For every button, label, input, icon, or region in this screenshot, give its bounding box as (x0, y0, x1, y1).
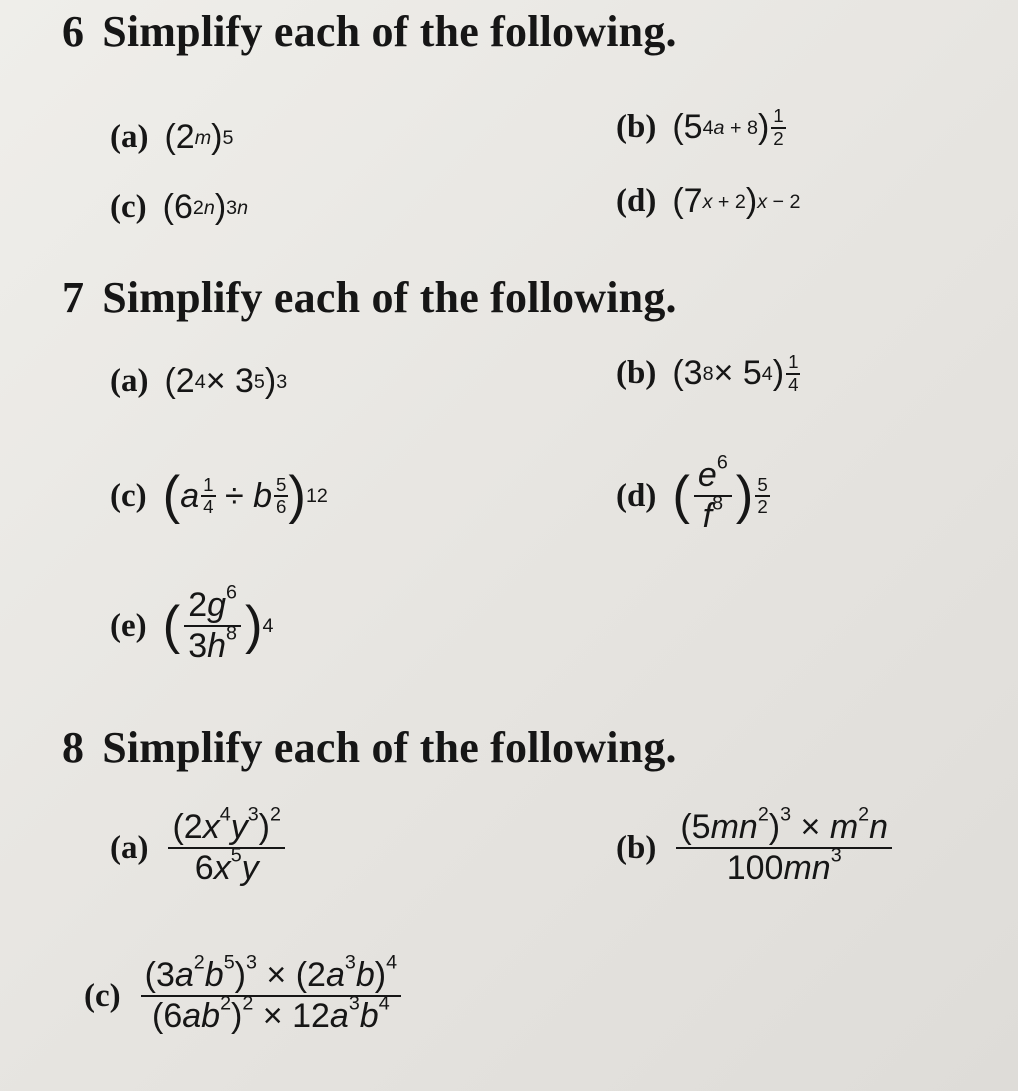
expression: (7 x + 2 ) x − 2 (672, 182, 801, 220)
section-title: Simplify each of the following. (102, 723, 677, 772)
q8c (84, 951, 405, 1036)
part-label: (a) (110, 119, 149, 155)
expression: ( $\frac{2g^6}{3h^8}$ ) 4 (162, 581, 274, 666)
section-number: 6 (62, 7, 85, 56)
q7a (110, 362, 287, 401)
part-label: (e) (110, 607, 147, 644)
expression: (2 4 × 3 5 ) 3 (164, 362, 288, 400)
section-title: Simplify each of the following. (102, 7, 677, 56)
part-label: (a) (110, 829, 149, 866)
section-7-heading (62, 272, 677, 323)
q6d (616, 182, 800, 221)
expression: $\frac{(2x^4y^3)^2}{6x^5y}$ (164, 808, 288, 888)
expression: (6 2n ) 3n (162, 188, 249, 226)
q6c (110, 188, 248, 227)
q6b (616, 106, 786, 149)
part-label: (c) (110, 189, 147, 225)
expression: $\frac{(5mn^2)^3 \times m^2n}{100mn^3}$ (672, 808, 896, 888)
expression: (3 8 × 5 4 ) 1 4 (672, 351, 799, 395)
q7b (616, 352, 800, 395)
section-number: 7 (62, 273, 85, 322)
section-title: Simplify each of the following. (102, 273, 677, 322)
q7e (110, 581, 274, 666)
part-label: (c) (110, 477, 147, 514)
part-label: (d) (616, 183, 657, 219)
q6a (110, 118, 233, 157)
q7d (616, 451, 770, 536)
section-6-heading (62, 6, 677, 57)
expression: $\frac{(3a^2b^5)^3 \times (2a^3b)^4}{(6ab^2)^2 \times 12a^3b^4}$ (137, 956, 405, 1036)
expression: ( a 1 4 ÷ b 5 6 ) 12 (162, 466, 328, 525)
q8b (616, 803, 896, 888)
q8a (110, 803, 289, 888)
section-8-heading (62, 722, 677, 773)
expression: (5 4a + 8 ) 1 2 (672, 105, 784, 149)
part-label: (b) (616, 109, 657, 146)
expression: ( $\frac{e^6}{f^8}$ ) 5 2 (672, 451, 768, 536)
part-label: (b) (616, 829, 657, 866)
q7c (110, 466, 328, 525)
section-number: 8 (62, 723, 85, 772)
part-label: (c) (84, 977, 121, 1014)
part-label: (b) (616, 355, 657, 392)
part-label: (d) (616, 477, 657, 514)
expression: (2 m ) 5 (164, 118, 234, 156)
part-label: (a) (110, 363, 149, 399)
